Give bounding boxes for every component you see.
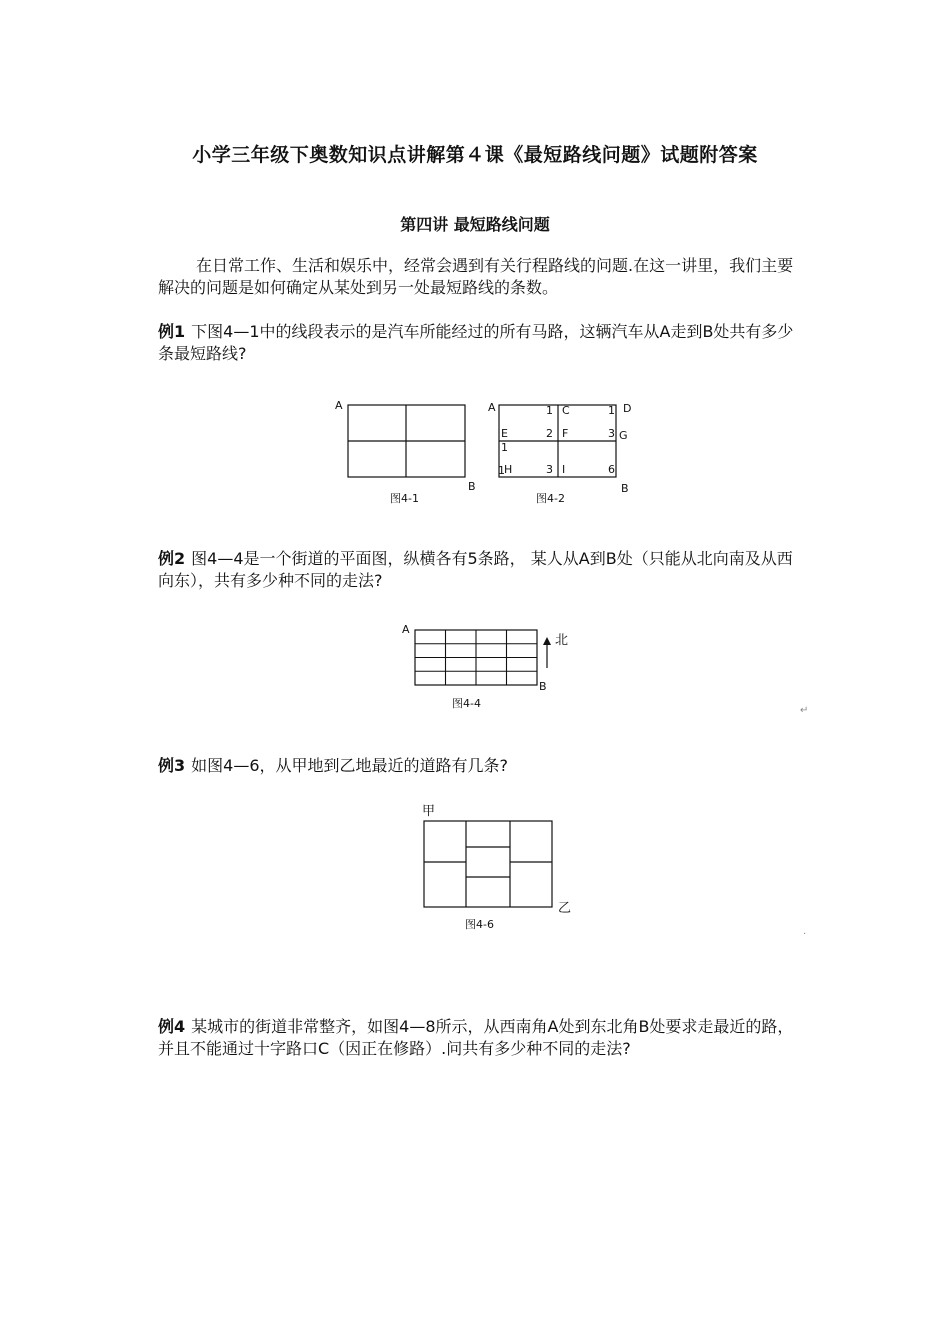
point-c-label: C <box>562 404 570 417</box>
lesson-subtitle: 第四讲 最短路线问题 <box>400 215 550 234</box>
example-label: 例4 <box>158 1017 186 1036</box>
point-b-label: B <box>621 482 629 495</box>
north-label: 北 <box>555 633 569 648</box>
example-label: 例1 <box>158 322 186 341</box>
count-g: 3 <box>608 427 615 440</box>
figure-4-6 <box>410 800 580 935</box>
example-text: 图4—4是一个街道的平面图，纵横各有5条路， 某人从A到B处（只能从北向南及从西向东），共有多少种不同的走法? <box>158 549 793 590</box>
page-title: 小学三年级下奥数知识点讲解第４课《最短路线问题》试题附答案 <box>192 144 758 166</box>
example-text: 下图4—1中的线段表示的是汽车所能经过的所有马路，这辆汽车从A走到B处共有多少条最短路线? <box>158 322 794 363</box>
point-a-label: A <box>488 401 496 414</box>
example-1 <box>158 321 808 365</box>
count-d: 1 <box>608 404 615 417</box>
point-i-label: I <box>562 463 566 476</box>
intro-paragraph: 在日常工作、生活和娱乐中，经常会遇到有关行程路线的问题.在这一讲里，我们主要解决的问题是如何确定从某处到另一处最短路线的条数。 <box>158 256 794 297</box>
example-text: 某城市的街道非常整齐，如图4—8所示，从西南角A处到东北角B处要求走最近的路，并且不能通过十字路口C（因正在修路）.问共有多少种不同的走法? <box>158 1017 794 1058</box>
point-e-label: E <box>501 427 508 440</box>
return-mark: ↵ <box>800 705 809 716</box>
north-arrow-head <box>543 637 551 645</box>
example-label: 例3 <box>158 756 186 775</box>
point-d-label: D <box>623 402 632 415</box>
figure-caption: 图4-4 <box>452 697 481 710</box>
figure-caption: 图4-2 <box>536 492 565 505</box>
example-3 <box>158 755 808 777</box>
figure-caption: 图4-6 <box>465 918 494 931</box>
example-2 <box>158 548 808 592</box>
count-e: 1 <box>501 441 508 454</box>
start-label: 甲 <box>422 804 436 819</box>
point-f-label: F <box>562 427 569 440</box>
point-a-label: A <box>335 399 343 412</box>
end-label: 乙 <box>558 901 572 916</box>
count-f: 2 <box>546 427 553 440</box>
figure-caption: 图4-1 <box>390 492 419 505</box>
count-b: 6 <box>608 463 615 476</box>
example-4 <box>158 1016 808 1060</box>
figure-4-2 <box>484 395 644 510</box>
point-b-label: B <box>468 480 476 493</box>
count-h: 1 <box>498 464 505 477</box>
example-label: 例2 <box>158 549 186 568</box>
point-g-label: G <box>619 429 628 442</box>
edge-mark: . <box>803 926 807 937</box>
example-text: 如图4—6，从甲地到乙地最近的道路有几条? <box>191 756 508 775</box>
figure-4-4 <box>395 620 585 715</box>
point-b-label: B <box>539 680 547 693</box>
count-i: 3 <box>546 463 553 476</box>
point-a-label: A <box>402 623 410 636</box>
count-c: 1 <box>546 404 553 417</box>
figure-4-1 <box>330 395 480 510</box>
point-h-label: H <box>504 463 513 476</box>
